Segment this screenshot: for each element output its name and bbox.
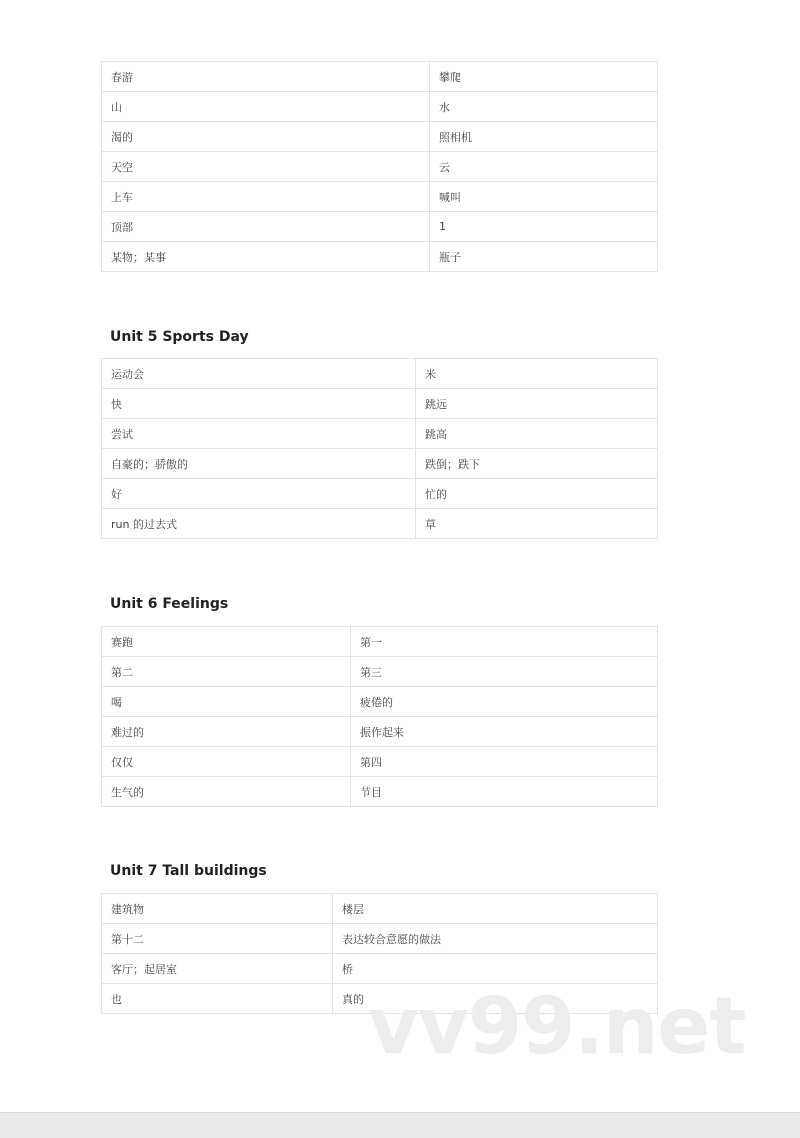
viewer-bottom-bar xyxy=(0,1112,800,1138)
table-cell: 桥 xyxy=(333,954,658,984)
table-cell: 疲倦的 xyxy=(351,687,658,717)
table-row xyxy=(102,954,658,984)
table-cell: 喝 xyxy=(102,687,351,717)
table-cell: 云 xyxy=(430,152,658,182)
table-row xyxy=(102,627,658,657)
table-row xyxy=(102,657,658,687)
table-row xyxy=(102,122,658,152)
table-row xyxy=(102,509,658,539)
table-cell: 春游 xyxy=(102,62,430,92)
table-cell: 瓶子 xyxy=(430,242,658,272)
table-row xyxy=(102,242,658,272)
table-row xyxy=(102,894,658,924)
table-cell: 草 xyxy=(416,509,658,539)
table-cell: 第四 xyxy=(351,747,658,777)
table-cell: 客厅；起居室 xyxy=(102,954,333,984)
table-cell: 第十二 xyxy=(102,924,333,954)
table-cell: 楼层 xyxy=(333,894,658,924)
watermark: vv99.net xyxy=(368,982,746,1072)
table-cell: 建筑物 xyxy=(102,894,333,924)
table-cell: 振作起来 xyxy=(351,717,658,747)
table-cell: 第一 xyxy=(351,627,658,657)
table-row xyxy=(102,92,658,122)
table-cell: 攀爬 xyxy=(430,62,658,92)
table-cell: 表达较合意愿的做法 xyxy=(333,924,658,954)
table-cell: 1 xyxy=(430,212,658,242)
table-cell: 真的 xyxy=(333,984,658,1014)
table-cell: 也 xyxy=(102,984,333,1014)
vocab-table-unit5 xyxy=(101,358,658,539)
table-cell: 渴的 xyxy=(102,122,430,152)
table-cell: 水 xyxy=(430,92,658,122)
unit-7-heading: Unit 7 Tall buildings xyxy=(110,863,267,879)
table-cell: 跳高 xyxy=(416,419,658,449)
table-cell: 第二 xyxy=(102,657,351,687)
table-row xyxy=(102,717,658,747)
table-cell: 天空 xyxy=(102,152,430,182)
table-row xyxy=(102,62,658,92)
table-row xyxy=(102,152,658,182)
table-cell: 尝试 xyxy=(102,419,416,449)
table-cell: 节目 xyxy=(351,777,658,807)
table-cell: 上车 xyxy=(102,182,430,212)
table-cell: 快 xyxy=(102,389,416,419)
table-cell: 某物；某事 xyxy=(102,242,430,272)
table-cell: 赛跑 xyxy=(102,627,351,657)
table-row xyxy=(102,479,658,509)
vocab-table-unit6 xyxy=(101,626,658,807)
table-cell: 自豪的；骄傲的 xyxy=(102,449,416,479)
table-row xyxy=(102,389,658,419)
table-row xyxy=(102,687,658,717)
table-cell: 好 xyxy=(102,479,416,509)
table-row xyxy=(102,359,658,389)
vocab-table-unit4 xyxy=(101,61,658,272)
unit-6-heading: Unit 6 Feelings xyxy=(110,596,229,612)
table-cell: 生气的 xyxy=(102,777,351,807)
table-cell: run 的过去式 xyxy=(102,509,416,539)
table-cell: 顶部 xyxy=(102,212,430,242)
table-cell: 第三 xyxy=(351,657,658,687)
table-cell: 跳远 xyxy=(416,389,658,419)
table-cell: 照相机 xyxy=(430,122,658,152)
table-cell: 忙的 xyxy=(416,479,658,509)
table-row xyxy=(102,747,658,777)
table-row xyxy=(102,449,658,479)
table-row xyxy=(102,182,658,212)
table-row xyxy=(102,212,658,242)
table-row xyxy=(102,777,658,807)
table-cell: 难过的 xyxy=(102,717,351,747)
table-cell: 跌倒；跌下 xyxy=(416,449,658,479)
table-cell: 仅仅 xyxy=(102,747,351,777)
table-row xyxy=(102,419,658,449)
unit-5-heading: Unit 5 Sports Day xyxy=(110,329,249,345)
table-cell: 喊叫 xyxy=(430,182,658,212)
table-cell: 米 xyxy=(416,359,658,389)
table-row xyxy=(102,924,658,954)
table-cell: 山 xyxy=(102,92,430,122)
table-cell: 运动会 xyxy=(102,359,416,389)
